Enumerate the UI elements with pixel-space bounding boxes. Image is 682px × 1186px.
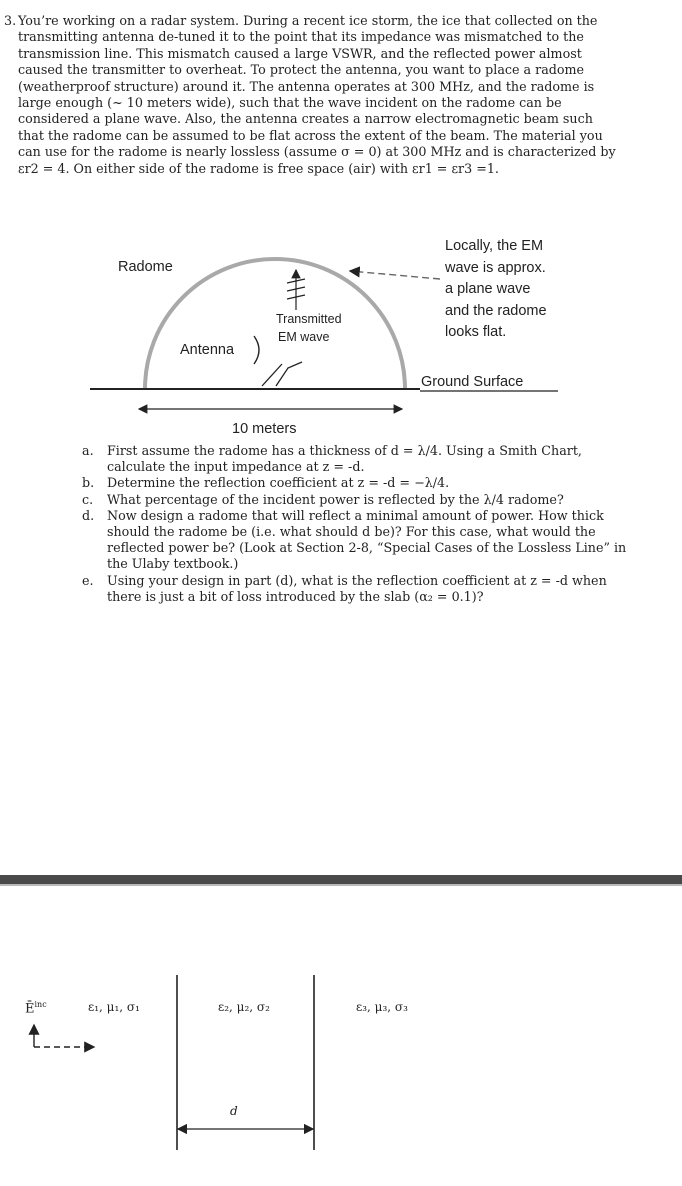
- antenna-label: Antenna: [180, 342, 235, 358]
- sub-questions: [82, 443, 642, 605]
- note-line: and the radome: [445, 302, 547, 319]
- note-line: looks flat.: [445, 324, 507, 341]
- radome-label: Radome: [118, 259, 173, 275]
- question-a: a. First assume the radome has a thickness of d = λ/4. Using a Smith Chart, calculate the input impedance at z = -d.: [82, 443, 582, 475]
- e-inc-symbol: $Ē^{inc}$: [25, 1000, 47, 1017]
- question-b: b. Determine the reflection coefficient at z = -d = −λ/4.: [82, 475, 450, 491]
- question-e: e. Using your design in part (d), what is the reflection coefficient at z = -d when there is just a bit of loss introduced by the slab (α₂ = 0.1)?: [82, 572, 607, 604]
- antenna-feed: [262, 362, 302, 386]
- note-line: a plane wave: [445, 281, 531, 298]
- section-divider: [0, 875, 682, 884]
- region-2-params: ε₂, μ₂, σ₂: [218, 1000, 270, 1014]
- question-c: c. What percentage of the incident power is reflected by the λ/4 radome?: [82, 491, 564, 507]
- note-line: wave is approx.: [445, 259, 546, 276]
- region-3-params: ε₃, μ₃, σ₃: [356, 1000, 408, 1014]
- note-pointer-arrow: [350, 271, 440, 279]
- note-line: Locally, the EM: [445, 238, 544, 254]
- radome-figure: [0, 0, 682, 440]
- transmitted-label-1: Transmitted: [276, 312, 342, 326]
- problem-text: You’re working on a radar system. During a recent ice storm, the ice that collected on the transmitting antenna de-tuned it to the point that its impedance was mismatched to the transmission line. This mismatch caused a large VSWR, and the reflected power almost caused the transmitter to overheat. To protect the antenna, you want to place a radome (weatherproof structure) around it. The antenna operates at 300 MHz, and the radome is large enough (~ 10 meters wide), such that the wave incident on the radome can be considered a plane wave. Also, the antenna creates a narrow electromagnetic beam such that the radome can be assumed to be flat across the extent of the beam. The material you can use for the radome is nearly lossless (assume σ = 0) at 300 MHz and is characterized by εr2 = 4. On either side of the radome is free space (air) with εr1 = εr3 =1.: [18, 13, 616, 176]
- question-d: d. Now design a radome that will reflect a minimal amount of power. How thick should the radome be (i.e. what should d be)? For this case, what would the reflected power be? (Look at Section 2-8, “Special Cases of the Lossless Line” in the Ulaby textbook.): [82, 507, 627, 572]
- transmitted-label-2: EM wave: [278, 330, 330, 344]
- antenna-dish: [254, 336, 259, 364]
- problem-number: 3.: [4, 13, 17, 28]
- region-1-params: ε₁, μ₁, σ₁: [88, 1000, 140, 1014]
- thickness-label: d: [230, 1104, 238, 1118]
- width-label: 10 meters: [232, 421, 297, 437]
- plane-wave-note: [445, 236, 547, 344]
- radome-arc: [145, 259, 405, 389]
- ground-surface-label: Ground Surface: [421, 374, 524, 390]
